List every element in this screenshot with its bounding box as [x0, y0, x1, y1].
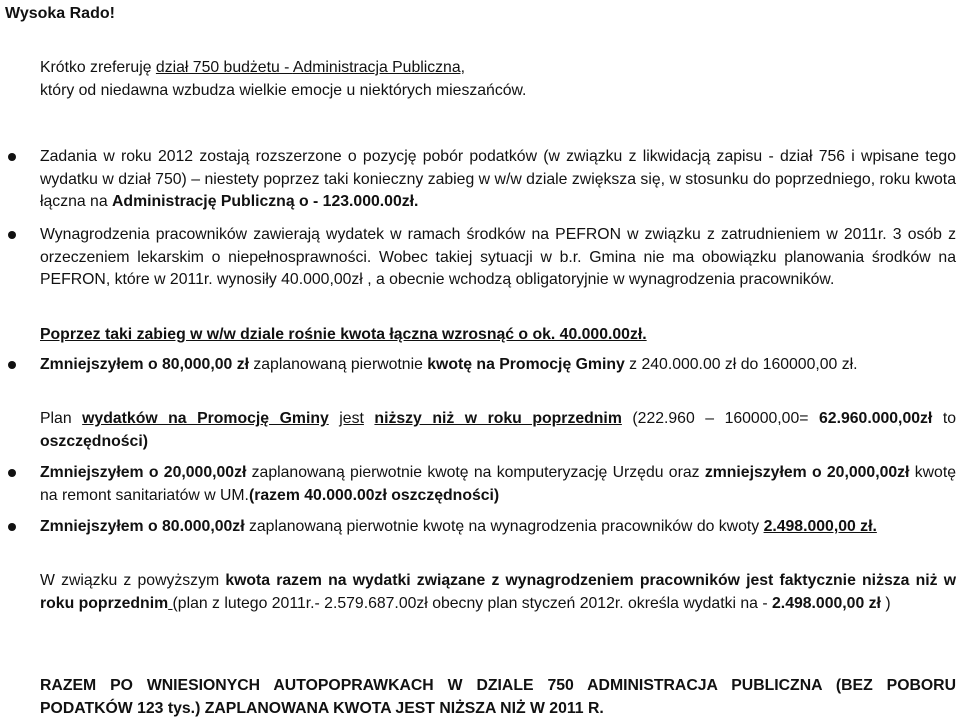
paragraph-bold: 2.498.000,00 zł: [772, 594, 881, 612]
paragraph-text: [364, 410, 375, 427]
intro-text-line2: który od niedawna wzbudza wielkie emocje u niektórych mieszańców.: [40, 81, 527, 99]
intro-paragraph: [40, 57, 940, 102]
paragraph-text: ): [880, 594, 891, 612]
paragraph-bold: Administrację Publiczną o - 123.000.00zł.: [112, 193, 419, 210]
bullet-dot: [8, 153, 16, 161]
final-summary: RAZEM PO WNIESIONYCH AUTOPOPRAWKACH W DZIALE 750 ADMINISTRACJA PUBLICZNA (BEZ POBORU PODATKÓW 123 tys.) ZAPLANOWANA KWOTA JEST NIŻSZA NIŻ W 2011 R.: [40, 677, 956, 717]
paragraph-bold-underline: niższy niż w roku poprzednim: [374, 410, 622, 427]
paragraph-bold: kwota razem na wydatki związane z wynagrodzeniem pracowników jest faktycznie niższa niż w roku poprzednim: [40, 572, 956, 612]
paragraph-bold: kwotę na Promocję Gminy: [427, 356, 625, 373]
paragraph-bold: zmniejszyłem o 20,000,00zł: [704, 464, 910, 481]
bullet-paragraph-5: [40, 516, 956, 539]
paragraph-text: kwotę na remont sanitariatów w UM.: [40, 464, 956, 504]
bullet-dot: [8, 231, 16, 239]
bullet-paragraph-2: [40, 224, 956, 292]
paragraph-text: (222.960 – 160000,00=: [621, 410, 819, 427]
paragraph-text: zaplanowaną pierwotnie: [248, 356, 428, 373]
bullet-dot: [8, 361, 16, 369]
intro-section-name: Administracja Publiczna,: [292, 59, 466, 76]
intro-section-label: dział 750 budżetu -: [155, 59, 293, 76]
paragraph-text: (plan z lutego 2011r.- 2.579.687.00zł obecny plan styczeń 2012r. określa wydatki na -: [172, 594, 773, 612]
paragraph-bold: (razem 40.000.00zł oszczędności): [248, 486, 500, 504]
bullet-paragraph-1: [40, 146, 956, 214]
bullet-paragraph-3: [40, 354, 956, 377]
bullet-dot: [8, 469, 16, 477]
paragraph-text: zaplanowaną pierwotnie kwotę na wynagrodzenia pracowników do kwoty: [244, 518, 764, 535]
greeting-heading: Wysoka Rado!: [5, 5, 115, 22]
paragraph-bold: Zmniejszyłem o 20,000,00zł: [40, 464, 247, 481]
paragraph-bold-underline: Poprzez taki zabieg w w/w dziale rośnie kwota łączna wzrosnąć o ok. 40.000.00zł.: [40, 326, 647, 343]
bullet-paragraph-2-summary: [40, 324, 956, 347]
paragraph-underline: jest: [339, 410, 364, 427]
paragraph-bold: Zmniejszyłem o 80,000,00 zł: [40, 356, 249, 373]
paragraph-bold: Zmniejszyłem o 80.000,00zł: [40, 518, 245, 535]
paragraph-text: to: [932, 410, 957, 427]
paragraph-text: z 240.000.00 zł do 160000,00 zł.: [624, 356, 858, 373]
intro-text: Krótko zreferuję: [40, 59, 156, 76]
paragraph-text: W związku z powyższym: [40, 572, 226, 589]
paragraph-text: Wynagrodzenia pracowników zawierają wydatek w ramach środków na PEFRON w związku z zatrudnieniem w 2011r. 3 osób z orzeczeniem lekarskim o niepełnosprawności. Wobec takiej sytuacji w b.r. Gmina nie ma obowiązku planowania środków na PEFRON, które w 2011r. wynosiły 40.000,00zł , a obecnie wchodzą obligatoryjnie w wynagrodzenia pracowników.: [40, 226, 956, 288]
bullet-dot: [8, 523, 16, 531]
paragraph-text: Plan: [40, 410, 83, 427]
paragraph-text: [329, 410, 340, 427]
bullet-paragraph-3-plan: [40, 408, 956, 453]
bullet-paragraph-5-summary: [40, 570, 956, 615]
paragraph-text: Zadania w roku 2012 zostają rozszerzone o pozycję pobór podatków (w związku z likwidacją zapisu - dział 756 i wpisane tego wydatku w dział 750) – niestety poprzez taki konieczny zabieg w w/w dziale zwiększa się, w stosunku do poprzedniego, roku kwota łączna na: [40, 148, 956, 210]
paragraph-bold: oszczędności): [40, 432, 148, 450]
paragraph-bold-underline: 2.498.000,00 zł.: [763, 518, 877, 535]
paragraph-bold-underline: wydatków na Promocję Gminy: [82, 410, 329, 427]
bullet-paragraph-4: [40, 462, 956, 507]
paragraph-bold: 62.960.000,00zł: [819, 410, 933, 427]
paragraph-text: zaplanowaną pierwotnie kwotę na komputeryzację Urzędu oraz: [246, 464, 705, 481]
